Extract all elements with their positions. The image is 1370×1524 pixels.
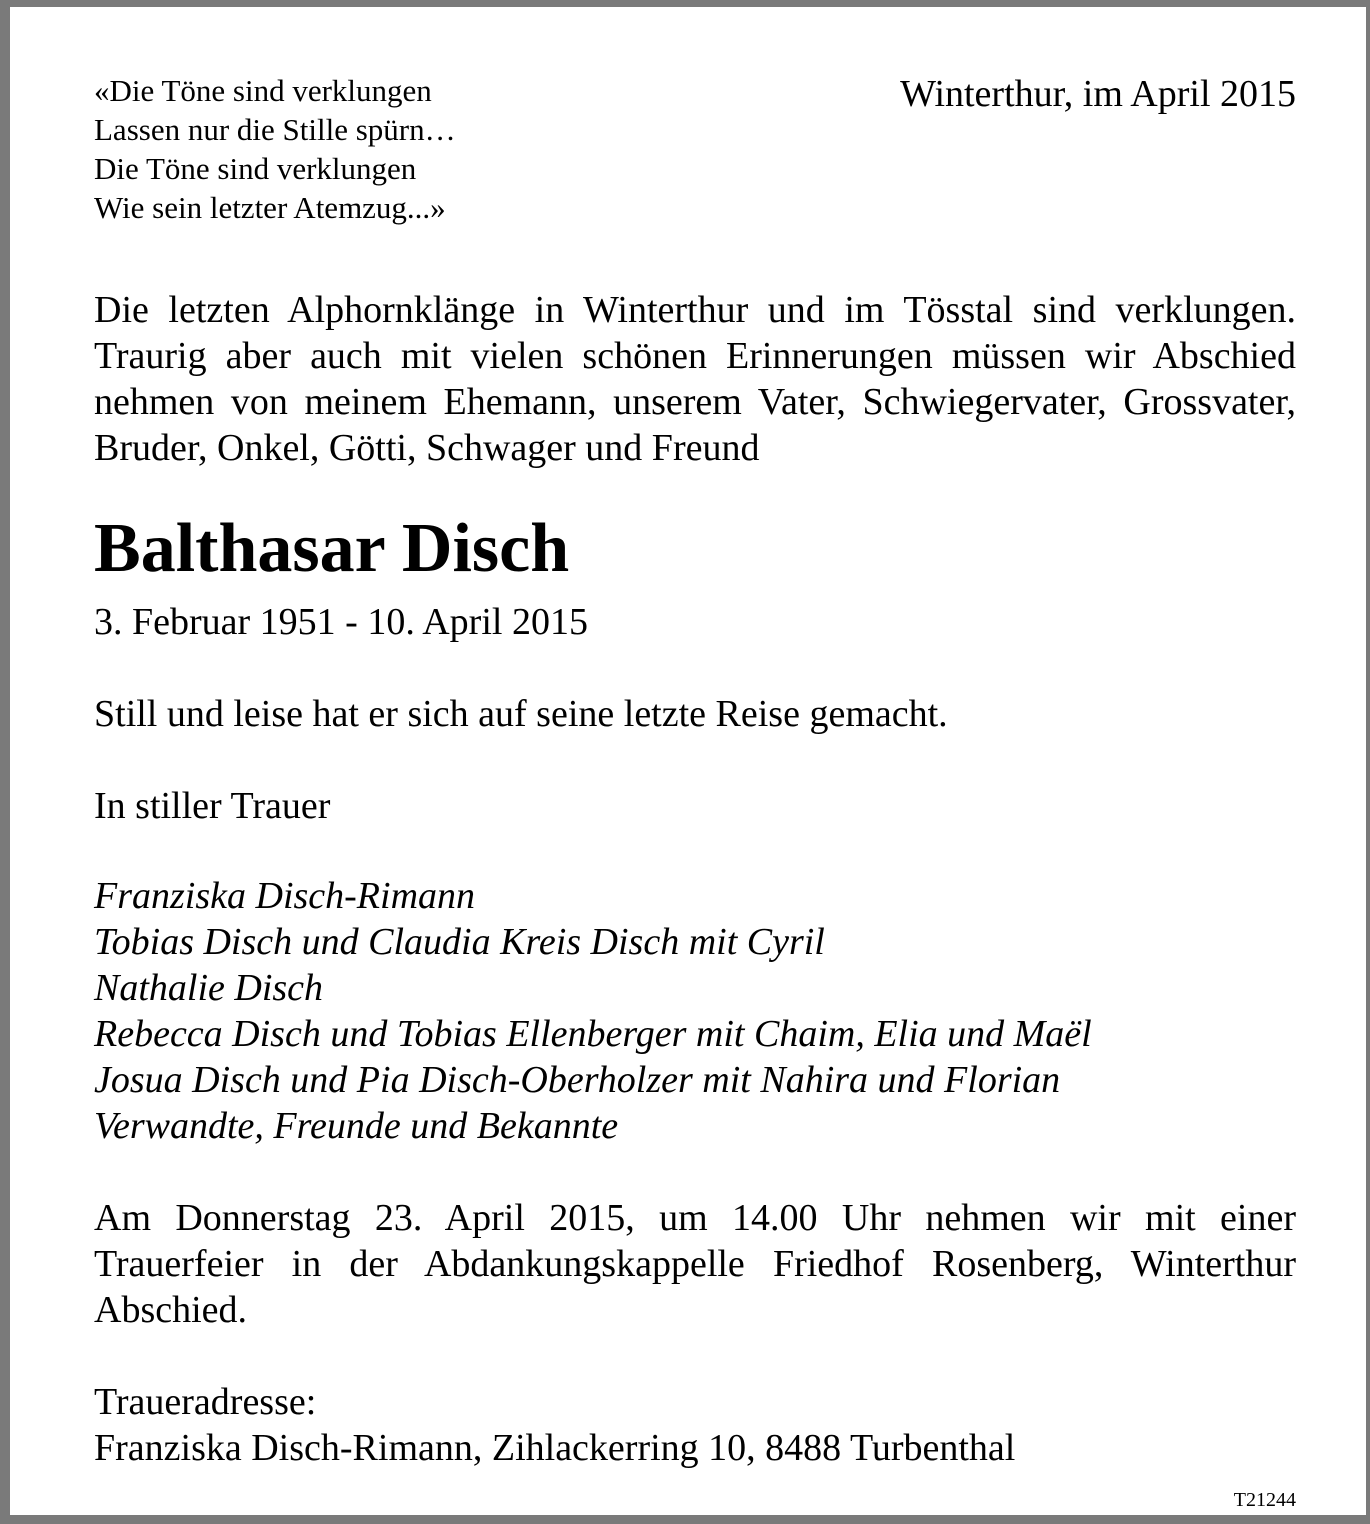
place-date: Winterthur, im April 2015	[900, 73, 1296, 115]
poem-quote	[94, 71, 614, 227]
mourning-address: Franziska Disch-Rimann, Zihlackerring 10, 8488 Turbenthal	[94, 1427, 1016, 1469]
address-label: Traueradresse:	[94, 1381, 317, 1423]
mourning-heading: In stiller Trauer	[94, 785, 331, 827]
mourner-entry: Tobias Disch und Claudia Kreis Disch mit Cyril	[94, 921, 825, 963]
life-dates: 3. Februar 1951 - 10. April 2015	[94, 601, 588, 643]
ad-code: T21244	[1233, 1489, 1296, 1511]
poem-line: Lassen nur die Stille spürn…	[94, 112, 456, 147]
poem-line: Die Töne sind verklungen	[94, 151, 417, 186]
mourner-entry: Josua Disch und Pia Disch-Oberholzer mit Nahira und Florian	[94, 1059, 1061, 1101]
farewell-line: Still und leise hat er sich auf seine letzte Reise gemacht.	[94, 693, 948, 735]
poem-line: «Die Töne sind verklungen	[94, 73, 432, 108]
poem-line: Wie sein letzter Atemzug...»	[94, 190, 446, 225]
mourner-entry: Nathalie Disch	[94, 967, 324, 1009]
mourner-entry: Franziska Disch-Rimann	[94, 875, 476, 917]
mourner-entry: Rebecca Disch und Tobias Ellenberger mit Chaim, Elia und Maël	[94, 1013, 1092, 1055]
mourners-list	[94, 873, 1092, 1149]
intro-paragraph: Die letzten Alphornklänge in Winterthur und im Tösstal sind verklungen. Traurig aber auch mit vielen schönen Erinnerungen müssen wir Abschied nehmen von meinem Ehemann, unserem Vater, Schwiegervater, Grossvater, Bruder, Onkel, Götti, Schwager und Freund	[94, 289, 1296, 469]
service-paragraph: Am Donnerstag 23. April 2015, um 14.00 Uhr nehmen wir mit einer Trauerfeier in der Abdankungskappelle Friedhof Rosenberg, Winterthur Abschied.	[94, 1197, 1296, 1331]
mourner-entry: Verwandte, Freunde und Bekannte	[94, 1105, 619, 1147]
deceased-name: Balthasar Disch	[94, 510, 570, 587]
